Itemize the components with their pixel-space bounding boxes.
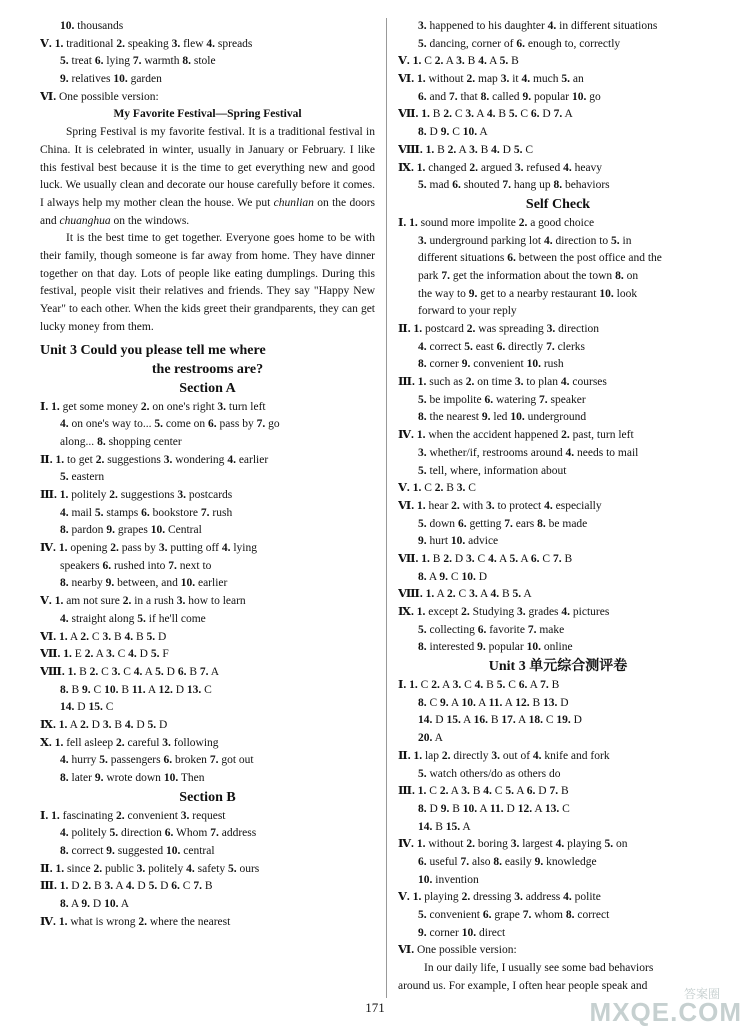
answer-line: 8. nearby 9. between, and 10. earlier: [60, 577, 228, 590]
answer-line: 4. straight along 5. if he'll come: [60, 612, 206, 625]
answer-line: Ⅰ. 1. get some money 2. on one's right 3. turn left: [40, 400, 266, 413]
answer-line: Ⅰ. 1. sound more impolite 2. a good choice: [398, 216, 595, 229]
self-check-answers: [398, 215, 718, 657]
answer-line: Ⅶ. 1. B 2. C 3. A 4. B 5. C 6. D 7. A: [398, 108, 573, 121]
answer-line: Ⅳ. 1. when the accident happened 2. past, turn left: [398, 429, 634, 442]
answer-line: 14. D 15. A 16. B 17. A 18. C 19. D: [418, 714, 582, 727]
answer-line: Ⅷ. 1. B 2. A 3. B 4. D 5. C: [398, 143, 533, 156]
answer-line: Ⅵ. One possible version:: [398, 944, 517, 957]
answer-line: Ⅵ. 1. A 2. C 3. B 4. B 5. D: [40, 630, 167, 643]
answer-line: 8. interested 9. popular 10. online: [418, 641, 573, 654]
answer-line: 4. on one's way to... 5. come on 6. pass by 7. go: [60, 418, 280, 431]
section-a-answers: [40, 399, 375, 788]
answer-line: 9. corner 10. direct: [418, 926, 506, 939]
answer-line: Ⅱ. 1. postcard 2. was spreading 3. direction: [398, 323, 600, 335]
unit-test-heading: Unit 3 单元综合测评卷: [488, 659, 628, 675]
answer-line: 4. politely 5. direction 6. Whom 7. address: [60, 827, 257, 840]
answer-line: Ⅴ. 1. playing 2. dressing 3. address 4. polite: [398, 891, 601, 904]
answer-line: 8. corner 9. convenient 10. rush: [418, 358, 564, 371]
answer-line: Ⅳ. 1. without 2. boring 3. largest 4. playing 5. on: [398, 838, 628, 851]
answer-line: 5. tell, where, information about: [418, 464, 567, 477]
answer-line: 6. and 7. that 8. called 9. popular 10. go: [418, 90, 601, 103]
answer-line: 8. later 9. wrote down 10. Then: [60, 772, 205, 784]
answer-line: 5. eastern: [60, 471, 105, 484]
answer-line: Ⅷ. 1. B 2. C 3. C 4. A 5. D 6. B 7. A: [40, 665, 220, 678]
answer-line: 8. the nearest 9. led 10. underground: [418, 411, 587, 424]
answer-line: Ⅲ. 1. politely 2. suggestions 3. postcards: [40, 489, 233, 501]
answer-line: Ⅴ. 1. C 2. A 3. B 4. A 5. B: [398, 55, 519, 68]
answer-line: Ⅸ. 1. except 2. Studying 3. grades 4. pictures: [398, 606, 610, 618]
answer-line: Ⅵ. 1. hear 2. with 3. to protect 4. especially: [398, 499, 602, 512]
answer-line: Ⅲ. 1. D 2. B 3. A 4. D 5. D 6. C 7. B: [40, 880, 213, 893]
answer-line: 8. A 9. D 10. A: [60, 898, 130, 911]
unit-test-answers: [398, 677, 718, 960]
right-column: [398, 18, 718, 995]
self-check-heading: Self Check: [525, 196, 591, 212]
answer-line: 5. mad 6. shouted 7. hang up 8. behaviors: [418, 179, 610, 192]
answer-line: different situations 6. between the post office and the: [418, 252, 662, 265]
answer-line: Ⅴ. 1. traditional 2. speaking 3. flew 4. spreads: [40, 37, 253, 50]
answer-line: Ⅳ. 1. opening 2. pass by 3. putting off 4. lying: [40, 542, 257, 555]
answer-line: 3. underground parking lot 4. direction to 5. in: [418, 234, 632, 247]
watermark-logo: MXQE.COM: [589, 997, 742, 1027]
right-top-answers: [398, 18, 718, 195]
answer-line: Ⅸ. 1. changed 2. argued 3. refused 4. heavy: [398, 161, 603, 174]
answer-line: Ⅵ. One possible version:: [40, 90, 159, 103]
column-divider: [386, 18, 387, 998]
answer-line: Ⅸ. 1. A 2. D 3. B 4. D 5. D: [40, 718, 168, 731]
answer-line: 8. D 9. C 10. A: [418, 126, 488, 139]
answer-line: Ⅷ. 1. A 2. C 3. A 4. B 5. A: [398, 588, 532, 601]
answer-line: Ⅱ. 1. to get 2. suggestions 3. wondering 4. earlier: [40, 453, 269, 466]
answer-line: 4. mail 5. stamps 6. bookstore 7. rush: [60, 506, 233, 519]
answer-line: Ⅳ. 1. what is wrong 2. where the nearest: [40, 915, 231, 928]
section-a-heading: Section A: [179, 380, 236, 396]
answer-line: Ⅴ. 1. C 2. B 3. C: [398, 482, 476, 495]
answer-line: 9. hurt 10. advice: [418, 535, 499, 548]
answer-line: Ⅶ. 1. B 2. D 3. C 4. A 5. A 6. C 7. B: [398, 552, 573, 565]
answer-line: 10. invention: [418, 873, 479, 886]
answer-line: 14. B 15. A: [418, 820, 471, 833]
left-top-answers: [40, 18, 375, 106]
essay-paragraph-2: It is the best time to get together. Everyone goes home to be with their family, though someone is far away from home. They have dinner together on that day. Lots of people like eating dumplings. During this festival, people visit their relatives and friends. They say "Happy New Year" to each other. When the kids greet their grandparents, they can get lucky money from them.: [40, 232, 375, 333]
essay-title: My Favorite Festival—Spring Festival: [113, 108, 302, 121]
answer-line: 3. whether/if, restrooms around 4. needs to mail: [418, 446, 639, 459]
answer-line: 3. happened to his daughter 4. in different situations: [418, 20, 658, 32]
answer-line: 8. D 9. B 10. A 11. D 12. A 13. C: [418, 802, 570, 815]
answer-line: 5. convenient 6. grape 7. whom 8. correct: [418, 909, 610, 921]
answer-line: 9. relatives 10. garden: [60, 73, 162, 86]
answer-line: 20. A: [418, 732, 443, 745]
answer-line: Ⅹ. 1. fell asleep 2. careful 3. following: [40, 736, 219, 749]
essay-body: [40, 124, 375, 336]
answer-line: 5. dancing, corner of 6. enough to, correctly: [418, 37, 621, 50]
answer-line: 8. A 9. C 10. D: [418, 570, 488, 583]
unit-title-line-1: Unit 3 Could you please tell me where: [40, 342, 266, 358]
page-number: 171: [365, 1000, 385, 1015]
answer-line: forward to your reply: [418, 305, 517, 318]
answer-line: 14. D 15. C: [60, 701, 114, 714]
answer-line: Ⅶ. 1. E 2. A 3. C 4. D 5. F: [40, 648, 169, 661]
answer-line: 8. correct 9. suggested 10. central: [60, 845, 215, 858]
answer-line: 8. B 9. C 10. B 11. A 12. D 13. C: [60, 683, 212, 696]
answer-line: Ⅴ. 1. am not sure 2. in a rush 3. how to learn: [40, 595, 246, 608]
answer-line: park 7. get the information about the town 8. on: [418, 269, 639, 282]
answer-line: Ⅰ. 1. C 2. A 3. C 4. B 5. C 6. A 7. B: [398, 679, 560, 692]
answer-line: Ⅱ. 1. lap 2. directly 3. out of 4. knife and fork: [398, 749, 610, 762]
answer-line: In our daily life, I usually see some bad behaviors: [424, 962, 654, 975]
answer-line: Ⅰ. 1. fascinating 2. convenient 3. request: [40, 809, 226, 822]
answer-line: 10. thousands: [60, 20, 124, 32]
watermark-sub: 答案圈: [683, 987, 720, 1001]
answer-line: Ⅵ. 1. without 2. map 3. it 4. much 5. an: [398, 73, 584, 86]
answer-line: the way to 9. get to a nearby restaurant 10. look: [418, 287, 638, 300]
answer-line: 5. be impolite 6. watering 7. speaker: [418, 393, 586, 406]
answer-line: 5. watch others/do as others do: [418, 767, 561, 780]
essay-paragraph-1: Spring Festival is my favorite festival. It is a traditional festival in China. It is celebrated in winter, usually in January or February. I like this festival best because it is the time to get everything new and good luck. We usually clean and decorate our house carefully before it comes. I always help my mother clean the house. We put chunlian on the doors and chuanghua on the windows.: [40, 126, 375, 227]
answer-line: around us. For example, I often hear people speak and: [398, 979, 648, 992]
answer-line: Ⅲ. 1. such as 2. on time 3. to plan 4. courses: [398, 376, 607, 389]
section-b-heading: Section B: [179, 789, 236, 805]
answer-line: 5. treat 6. lying 7. warmth 8. stole: [60, 55, 216, 68]
unit-test-essay: [398, 960, 718, 995]
left-column: [40, 18, 375, 932]
unit-title-line-2: the restrooms are?: [151, 361, 264, 377]
answer-line: 5. down 6. getting 7. ears 8. be made: [418, 517, 588, 530]
answer-line: 6. useful 7. also 8. easily 9. knowledge: [418, 855, 597, 868]
answer-line: 8. C 9. A 10. A 11. A 12. B 13. D: [418, 696, 569, 709]
answer-line: 4. correct 5. east 6. directly 7. clerks: [418, 340, 586, 353]
section-b-answers: [40, 808, 375, 932]
answer-line: Ⅱ. 1. since 2. public 3. politely 4. safety 5. ours: [40, 862, 260, 875]
answer-line: 4. hurry 5. passengers 6. broken 7. got out: [60, 754, 254, 767]
answer-line: along... 8. shopping center: [60, 435, 182, 448]
answer-line: 8. pardon 9. grapes 10. Central: [60, 524, 202, 537]
answer-line: Ⅲ. 1. C 2. A 3. B 4. C 5. A 6. D 7. B: [398, 785, 569, 798]
answer-line: 5. collecting 6. favorite 7. make: [418, 623, 565, 636]
answer-line: speakers 6. rushed into 7. next to: [60, 559, 212, 572]
